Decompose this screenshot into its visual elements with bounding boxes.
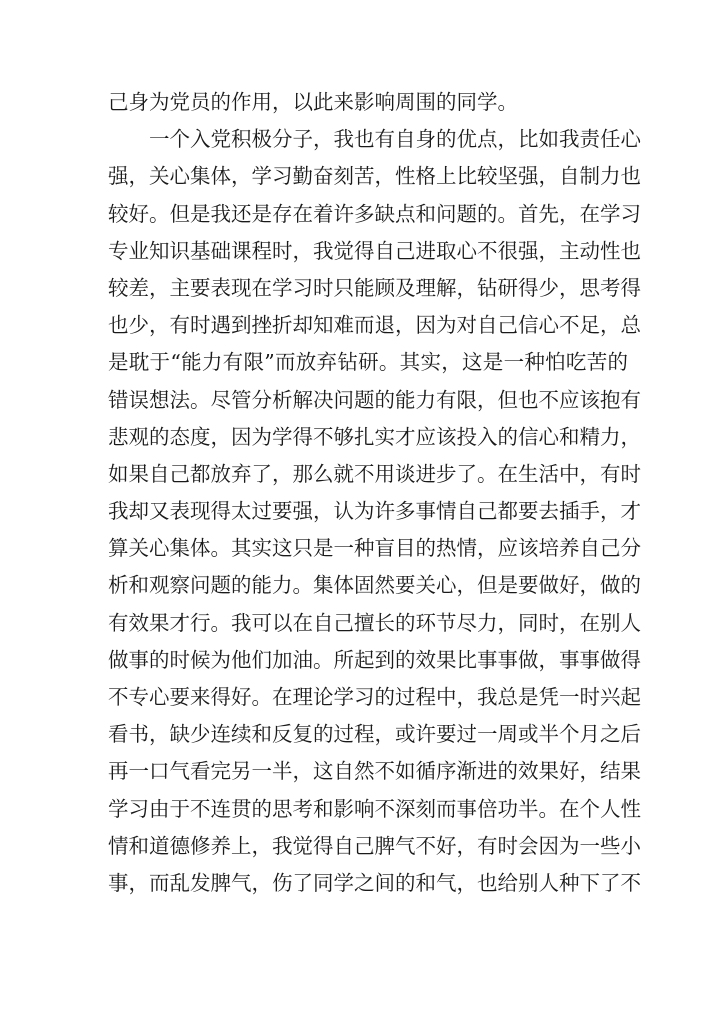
text-line: 学习由于不连贯的思考和影响不深刻而事倍功半。在个人性 [108, 796, 641, 821]
text-line: 算关心集体。其实这只是一种盲目的热情，应该培养自己分 [108, 536, 641, 561]
text-line: 也少，有时遇到挫折却知难而退，因为对自己信心不足，总 [108, 313, 641, 338]
text-line: 事，而乱发脾气，伤了同学之间的和气，也给别人种下了不 [108, 870, 641, 895]
text-line: 有效果才行。我可以在自己擅长的环节尽力，同时，在别人 [108, 610, 641, 635]
text-line: 强，关心集体，学习勤奋刻苦，性格上比较坚强，自制力也 [108, 164, 641, 189]
text-line: 不专心要来得好。在理论学习的过程中，我总是凭一时兴起 [108, 685, 641, 709]
text-line: 一个入党积极分子，我也有自身的优点，比如我责任心 [108, 127, 641, 152]
text-line: 悲观的态度，因为学得不够扎实才应该投入的信心和精力， [108, 424, 641, 449]
text-line: 己身为党员的作用，以此来影响周围的同学。 [108, 90, 518, 114]
text-line: 错误想法。尽管分析解决问题的能力有限，但也不应该抱有 [108, 387, 641, 412]
body-text [108, 84, 641, 902]
text-line: 是耽于“能力有限”而放弃钻研。其实，这是一种怕吃苦的 [108, 350, 628, 375]
text-line: 我却又表现得太过要强，认为许多事情自己都要去插手，才 [108, 499, 641, 524]
text-line: 较好。但是我还是存在着许多缺点和问题的。首先，在学习 [108, 201, 641, 226]
text-line: 再一口气看完另一半，这自然不如循序渐进的效果好，结果 [108, 759, 641, 784]
text-line: 专业知识基础课程时，我觉得自己进取心不很强，主动性也 [108, 238, 641, 263]
text-line: 如果自己都放弃了，那么就不用谈进步了。在生活中，有时 [108, 461, 641, 486]
text-line: 做事的时候为他们加油。所起到的效果比事事做，事事做得 [108, 647, 641, 672]
text-line: 析和观察问题的能力。集体固然要关心，但是要做好，做的 [108, 573, 641, 598]
text-line: 情和道德修养上，我觉得自己脾气不好，有时会因为一些小 [108, 833, 641, 858]
text-line: 看书，缺少连续和反复的过程，或许要过一周或半个月之后 [108, 722, 641, 747]
text-line: 较差，主要表现在学习时只能顾及理解，钻研得少，思考得 [108, 275, 641, 300]
